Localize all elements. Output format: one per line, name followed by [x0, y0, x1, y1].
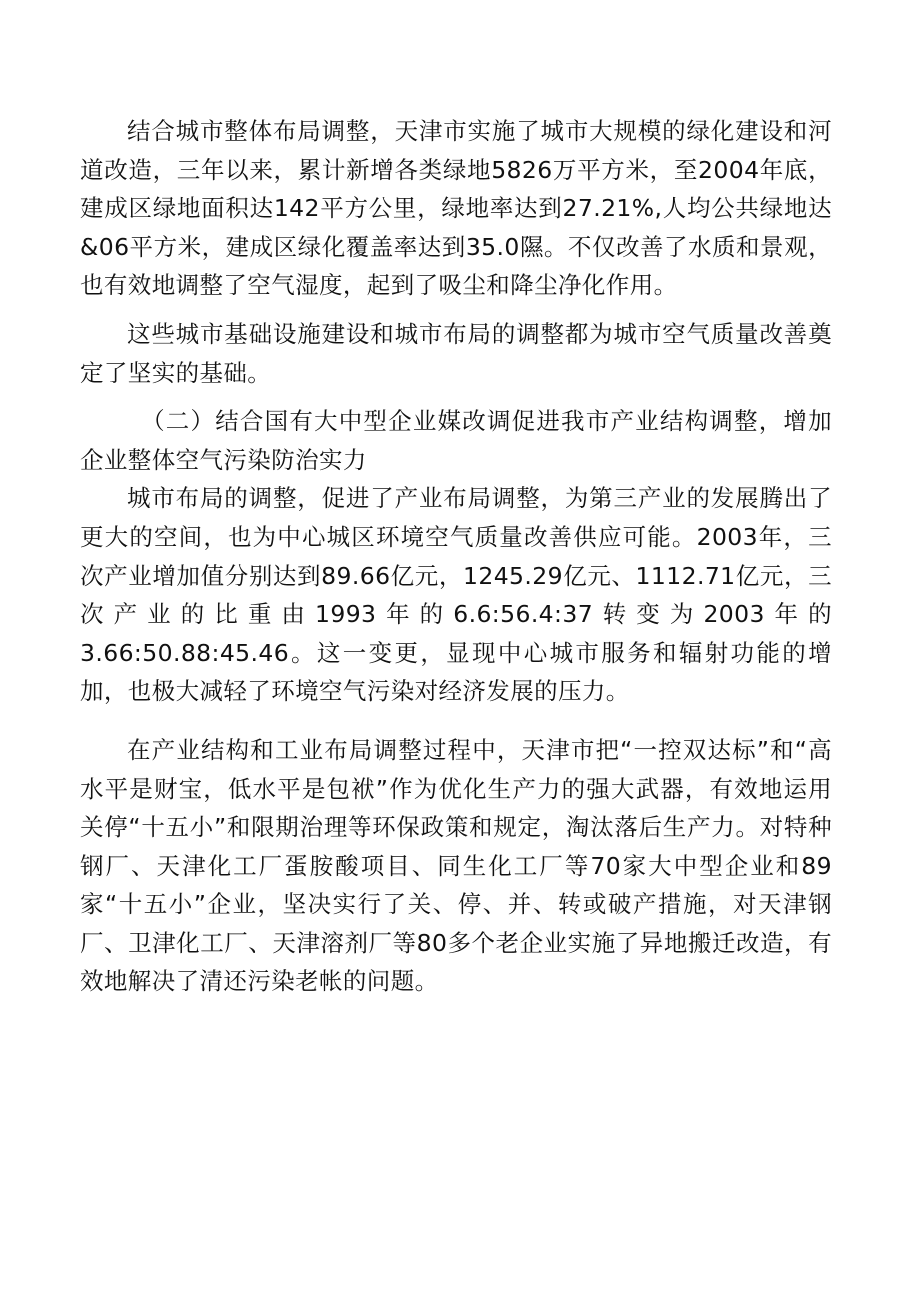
paragraph-industrial-restructuring: 在产业结构和工业布局调整过程中，天津市把“一控双达标”和“高水平是财宝，低水平是包袱”作为优化生产力的强大武器，有效地运用关停“十五小”和限期治理等环保政策和规定，淘汰落后生产力。对特种钢厂、天津化工厂蛋胺酸项目、同生化工厂等70家大中型企业和89家“十五小”企业，坚决实行了关、停、并、转或破产措施，对天津钢厂、卫津化工厂、天津溶剂厂等80多个老企业实施了异地搬迁改造，有效地解决了清还污染老帐的问题。 [80, 735, 832, 996]
paragraph-infrastructure: 这些城市基础设施建设和城市布局的调整都为城市空气质量改善奠定了坚实的基础。 [80, 319, 832, 387]
paragraph-greening: 结合城市整体布局调整，天津市实施了城市大规模的绿化建设和河道改造，三年以来，累计新增各类绿地5826万平方米，至2004年底，建成区绿地面积达142平方公里，绿地率达到27.21%,人均公共绿地达&06平方米，建成区绿化覆盖率达到35.0隰。不仅改善了水质和景观，也有效地调整了空气湿度，起到了吸尘和降尘净化作用。 [80, 117, 832, 300]
document-body [80, 112, 832, 1001]
section-heading: （二）结合国有大中型企业媒改调促进我市产业结构调整，增加企业整体空气污染防治实力 [80, 407, 832, 474]
paragraph-industry-layout: 城市布局的调整，促进了产业布局调整，为第三产业的发展腾出了更大的空间，也为中心城区环境空气质量改善供应可能。2003年，三次产业增加值分别达到89.66亿元，1245.29亿元、1112.71亿元，三次产业的比重由1993年的6.6:56.4:37转变为2003年的3.66:50.88:45.46。这一变更，显现中心城市服务和辐射功能的增加，也极大减轻了环境空气污染对经济发展的压力。 [80, 484, 832, 706]
